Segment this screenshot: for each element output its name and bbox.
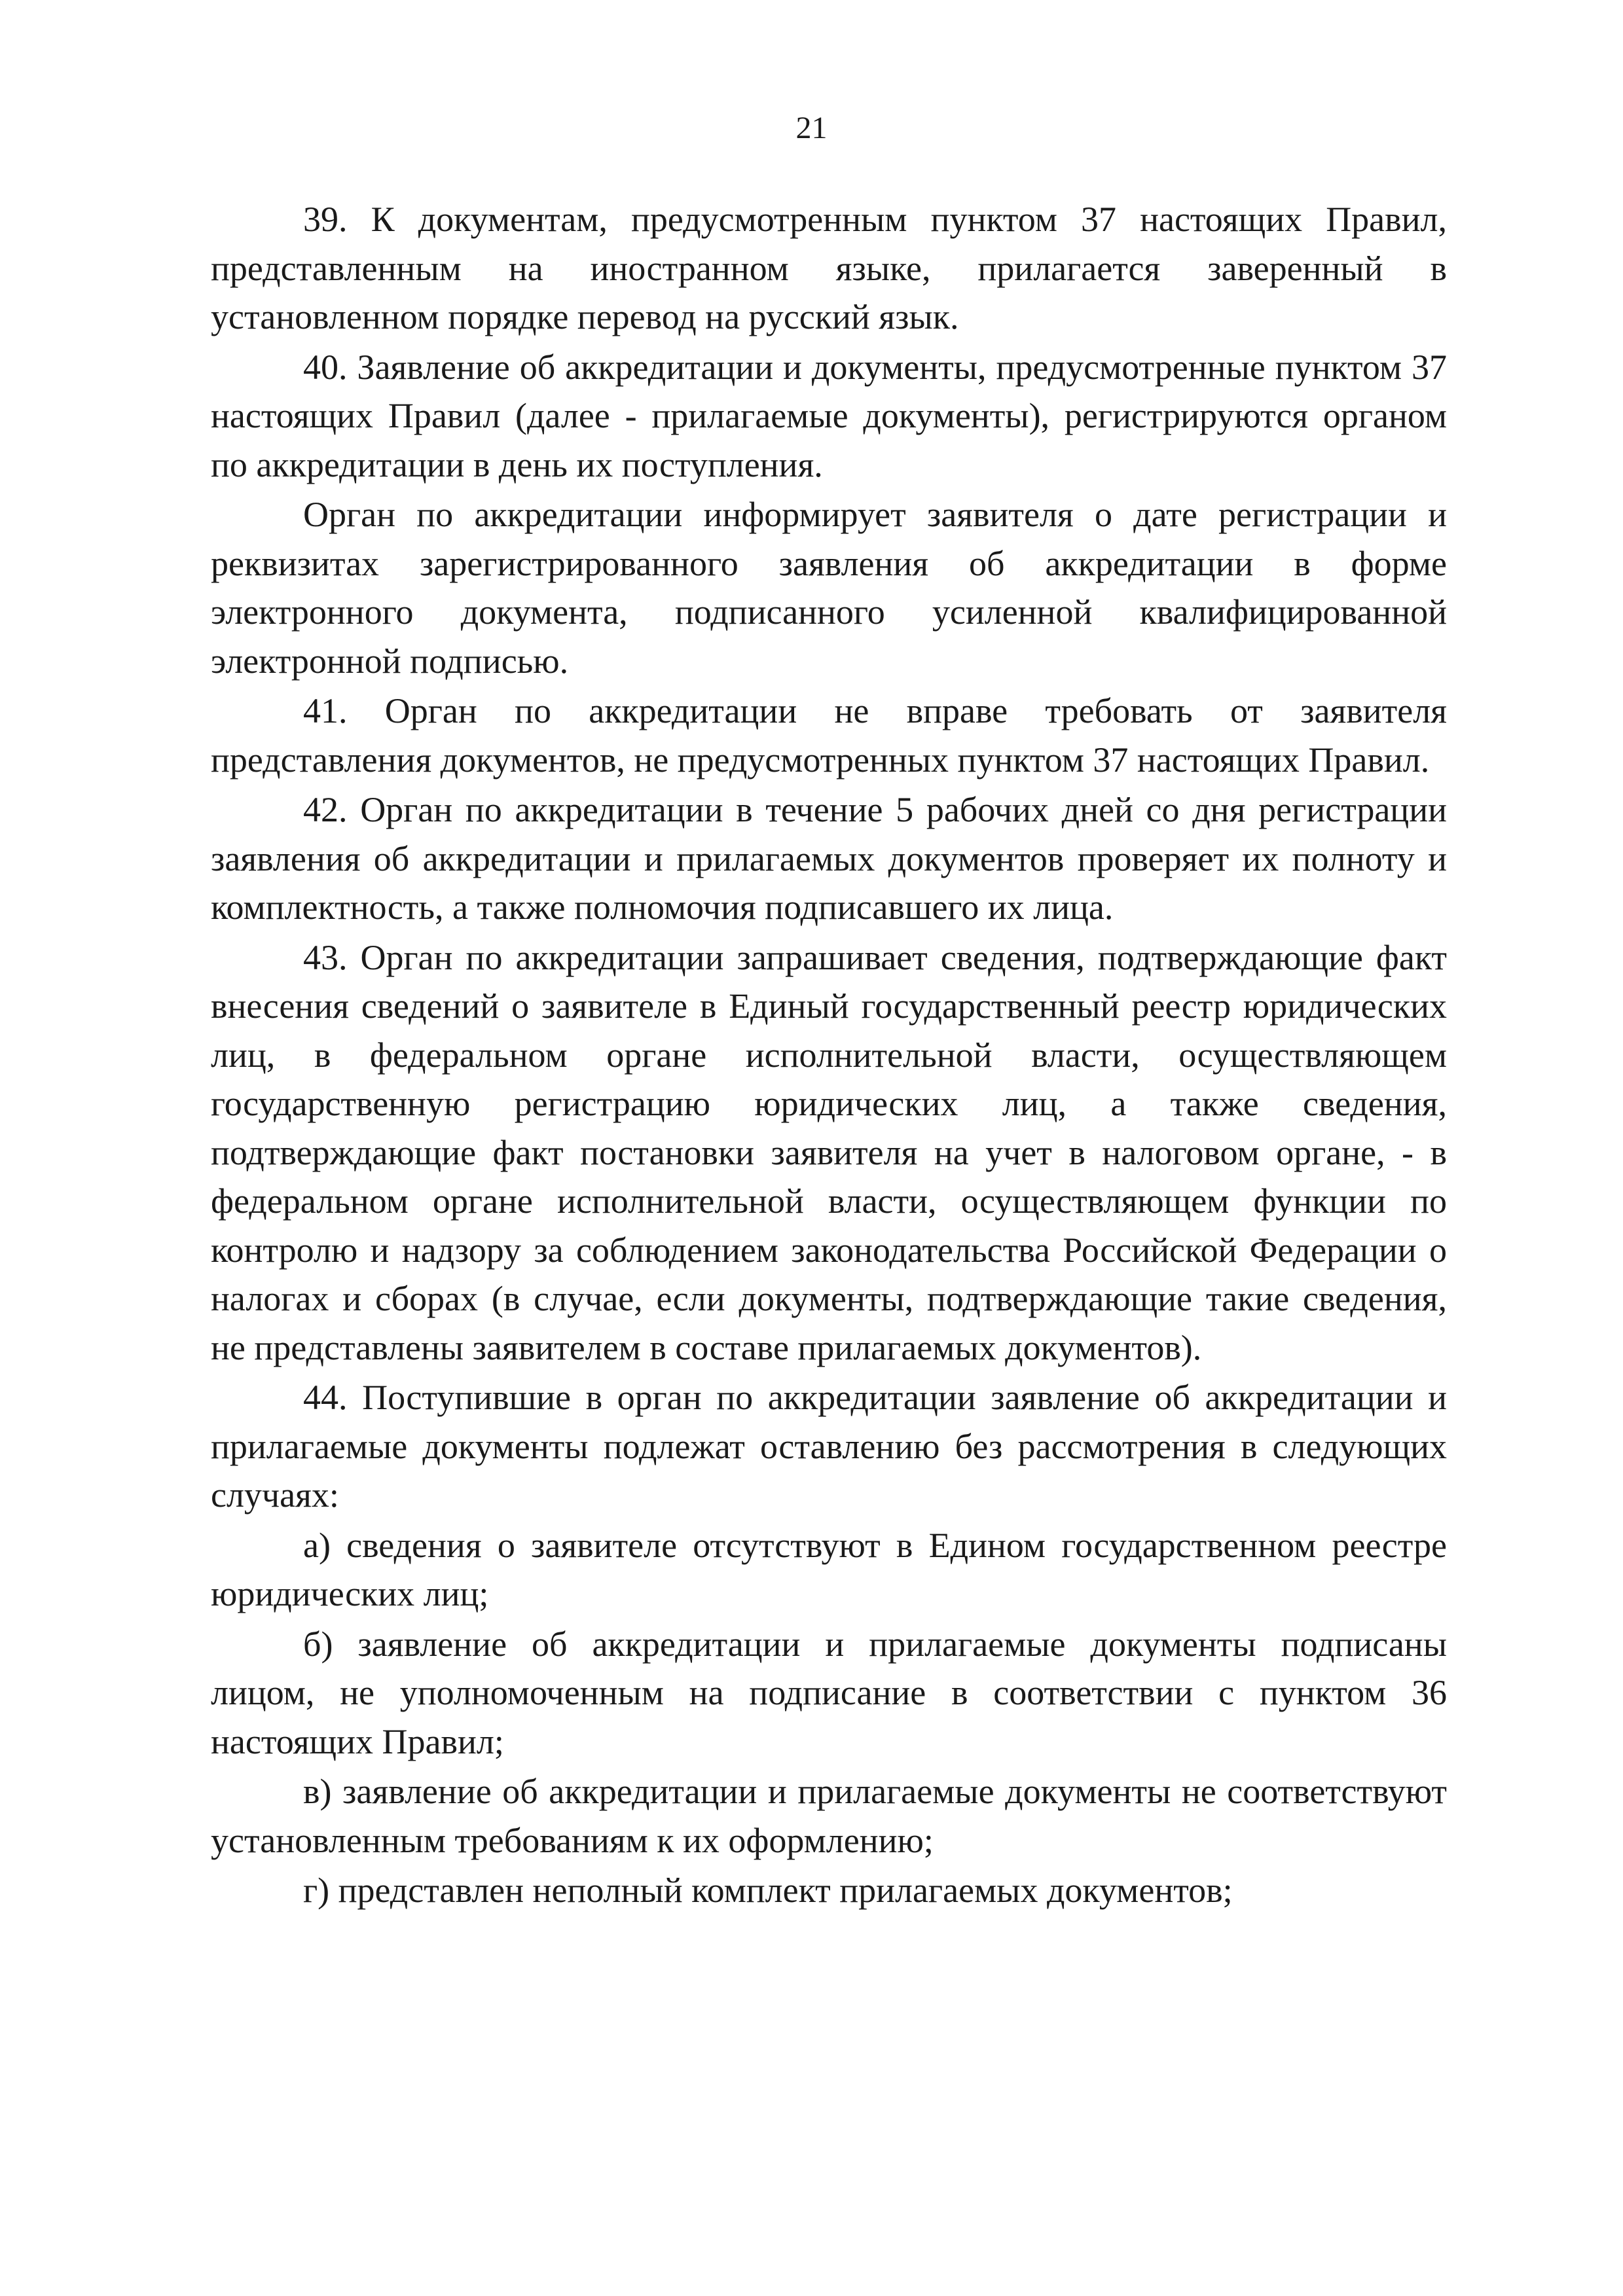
- paragraph-40-continued: Орган по аккредитации информирует заявителя о дате регистрации и реквизитах зарегистрированного заявления об аккредитации в форме электронного документа, подписанного усиленной квалифицированной электронной подписью.: [211, 495, 1447, 681]
- paragraph-41: 41. Орган по аккредитации не вправе требовать от заявителя представления документов, не предусмотренных пунктом 37 настоящих Правил.: [211, 691, 1447, 780]
- document-body: [211, 195, 1447, 1915]
- paragraph-44-item-g: г) представлен неполный комплект прилагаемых документов;: [303, 1871, 1233, 1910]
- paragraph-39: 39. К документам, предусмотренным пунктом 37 настоящих Правил, представленным на иностранном языке, прилагается заверенный в установленном порядке перевод на русский язык.: [211, 200, 1447, 336]
- paragraph-44: 44. Поступившие в орган по аккредитации заявление об аккредитации и прилагаемые документы подлежат оставлению без рассмотрения в следующих случаях:: [211, 1378, 1447, 1515]
- paragraph-44-item-v: в) заявление об аккредитации и прилагаемые документы не соответствуют установленным требованиям к их оформлению;: [211, 1772, 1447, 1860]
- paragraph-44-item-a: а) сведения о заявителе отсутствуют в Едином государственном реестре юридических лиц;: [211, 1525, 1447, 1613]
- paragraph-40: 40. Заявление об аккредитации и документы, предусмотренные пунктом 37 настоящих Правил (далее - прилагаемые документы), регистрируются органом по аккредитации в день их поступления.: [211, 347, 1447, 484]
- paragraph-44-item-b: б) заявление об аккредитации и прилагаемые документы подписаны лицом, не уполномоченным на подписание в соответствии с пунктом 36 настоящих Правил;: [211, 1624, 1447, 1761]
- paragraph-43: 43. Орган по аккредитации запрашивает сведения, подтверждающие факт внесения сведений о заявителе в Единый государственный реестр юридических лиц, в федеральном органе исполнительной власти, осуществляющем государственную регистрацию юридических лиц, а также сведения, подтверждающие факт постановки заявителя на учет в налоговом органе, - в федеральном органе исполнительной власти, осуществляющем функции по контролю и надзору за соблюдением законодательства Российской Федерации о налогах и сборах (в случае, если документы, подтверждающие такие сведения, не представлены заявителем в составе прилагаемых документов).: [211, 937, 1447, 1367]
- paragraph-42: 42. Орган по аккредитации в течение 5 рабочих дней со дня регистрации заявления об аккредитации и прилагаемых документов проверяет их полноту и комплектность, а также полномочия подписавшего их лица.: [211, 790, 1447, 927]
- page-number: 21: [795, 111, 828, 145]
